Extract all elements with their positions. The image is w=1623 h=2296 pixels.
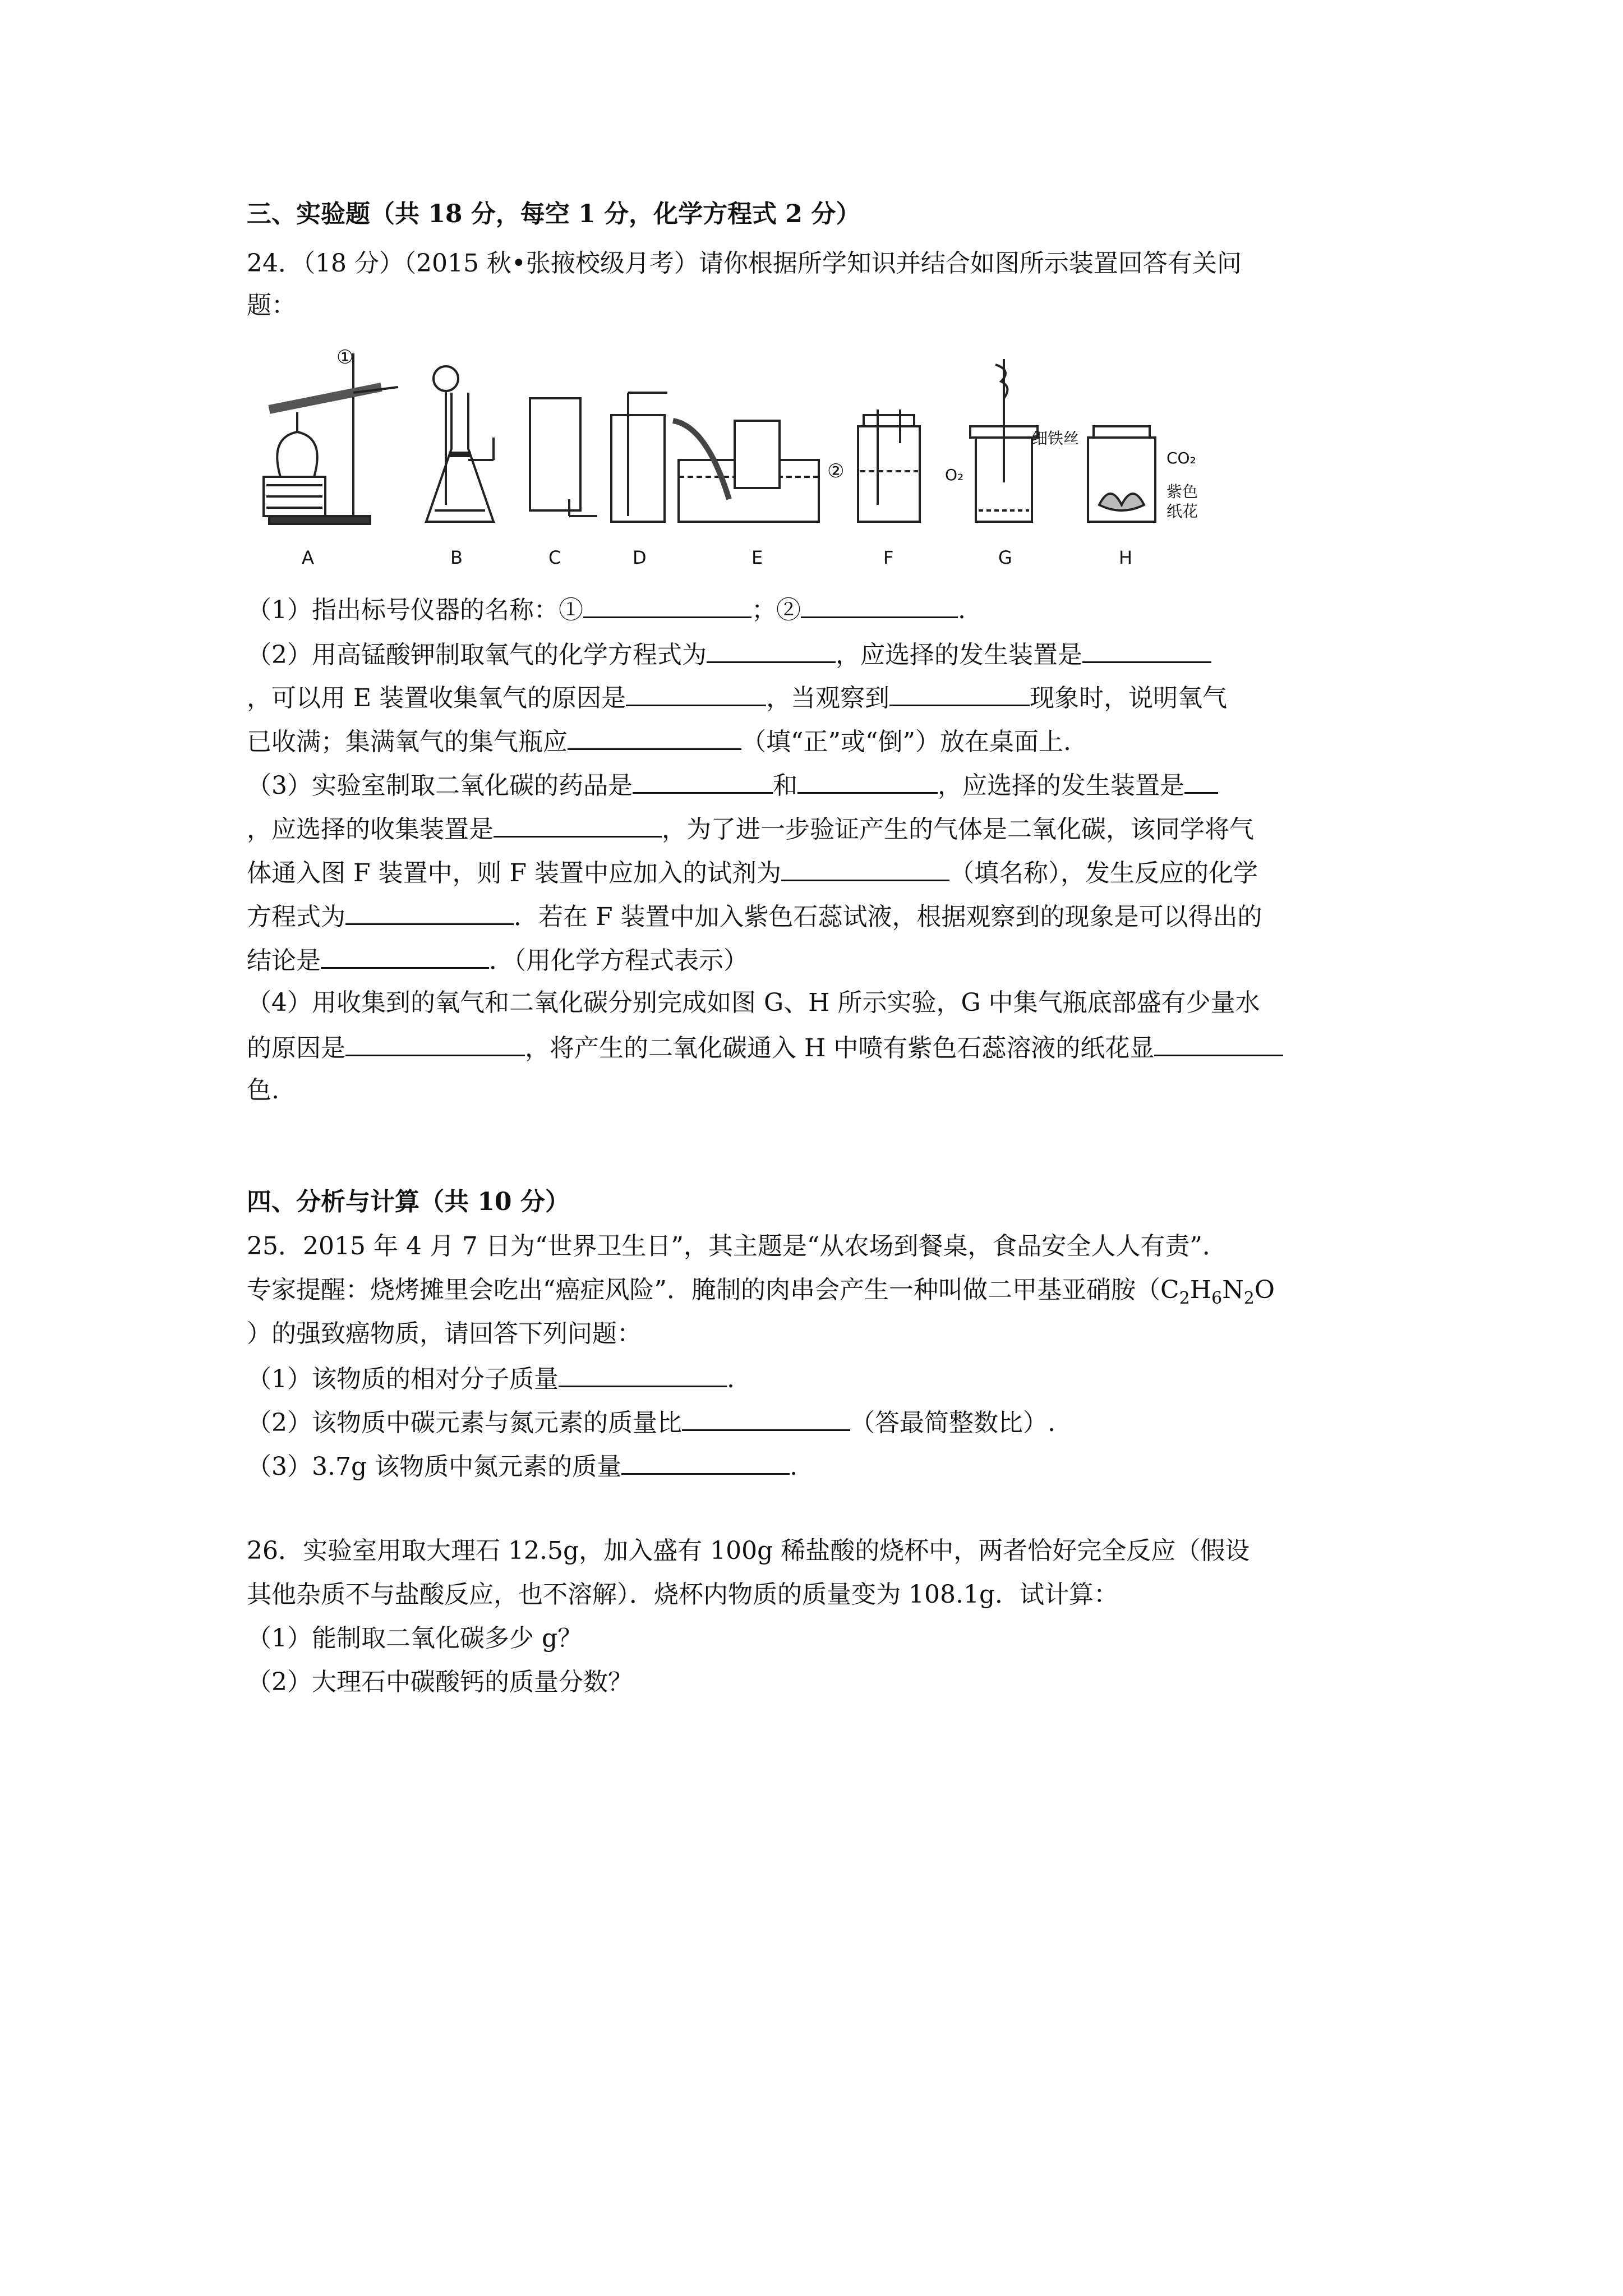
apparatus-g [970, 359, 1038, 522]
q24-part2-line2: ，可以用 E 装置收集氧气的原因是 ，当观察到 现象时，说明氧气 [247, 680, 1391, 715]
q25-part1: （1）该物质的相对分子质量 . [247, 1361, 1391, 1396]
answer-blank[interactable] [797, 767, 938, 794]
o2-label: O₂ [945, 466, 964, 484]
answer-blank[interactable] [633, 767, 773, 794]
marker-2: ② [827, 460, 845, 482]
answer-blank[interactable] [345, 1030, 525, 1056]
q26-line2: 其他杂质不与盐酸反应，也不溶解）．烧杯内物质的质量变为 108.1g．试计算： [247, 1580, 1119, 1609]
q24-part3-line3: 体通入图 F 装置中，则 F 装置中应加入的试剂为 （填名称），发生反应的化学 [247, 855, 1391, 890]
answer-blank[interactable] [1154, 1030, 1283, 1056]
apparatus-f [858, 409, 920, 522]
flower-label-2: 纸花 [1166, 502, 1198, 521]
q25-line3: ）的强致癌物质，请回答下列问题： [247, 1319, 642, 1348]
label-a: A [302, 547, 314, 568]
label-f: F [883, 547, 894, 568]
q24-intro-line2: 题： [247, 291, 296, 320]
answer-blank[interactable] [1184, 767, 1218, 794]
label-d: D [633, 547, 647, 568]
q24-part1: （1）指出标号仪器的名称：① ；② . [247, 592, 1391, 627]
label-g: G [998, 547, 1012, 568]
label-b: B [450, 547, 463, 568]
answer-blank[interactable] [801, 592, 958, 618]
section-3-title: 三、实验题（共 18 分，每空 1 分，化学方程式 2 分） [247, 200, 861, 228]
answer-blank[interactable] [321, 942, 489, 969]
answer-blank[interactable] [707, 637, 836, 663]
q24-part2-line3: 已收满；集满氧气的集气瓶应 （填“正”或“倒”）放在桌面上. [247, 724, 1391, 759]
label-e: E [751, 547, 763, 568]
answer-blank[interactable] [559, 1361, 727, 1387]
apparatus-a [264, 353, 398, 524]
q24-part3-line4: 方程式为 ．若在 F 装置中加入紫色石蕊试液，根据观察到的现象是可以得出的 [247, 899, 1391, 934]
q24-part3-line2: ，应选择的收集装置是 ，为了进一步验证产生的气体是二氧化碳，该同学将气 [247, 811, 1391, 846]
q24-part4-line3: 色. [247, 1076, 279, 1105]
q24-intro-line1: 24．（18 分）（2015 秋•张掖校级月考）请你根据所学知识并结合如图所示装置回答有关问 [247, 249, 1242, 278]
section-4-title: 四、分析与计算（共 10 分） [247, 1188, 570, 1216]
q26-part2: （2）大理石中碳酸钙的质量分数？ [247, 1668, 633, 1696]
answer-blank[interactable] [345, 899, 514, 925]
flower-label-1: 紫色 [1166, 482, 1198, 501]
q24-part4-line1: （4）用收集到的氧气和二氧化碳分别完成如图 G、H 所示实验，G 中集气瓶底部盛有少量水 [247, 988, 1260, 1017]
apparatus-figure [247, 348, 1211, 578]
q26-line1: 26．实验室用取大理石 12.5g，加入盛有 100g 稀盐酸的烧杯中，两者恰好完全反应（假设 [247, 1536, 1250, 1565]
iron-wire-label: 细铁丝 [1032, 429, 1080, 448]
q24-part2-line1: （2）用高锰酸钾制取氧气的化学方程式为 ，应选择的发生装置是 [247, 637, 1391, 672]
apparatus-e [673, 421, 819, 522]
q24-part4-line2: 的原因是 ，将产生的二氧化碳通入 H 中喷有紫色石蕊溶液的纸花显 [247, 1030, 1391, 1065]
apparatus-b [426, 366, 494, 522]
q24-part3-line1: （3）实验室制取二氧化碳的药品是 和 ，应选择的发生装置是 [247, 767, 1391, 803]
apparatus-c [530, 398, 597, 516]
marker-1: ① [336, 346, 354, 369]
answer-blank[interactable] [889, 680, 1030, 706]
q25-line2: 专家提醒：烧烤摊里会吃出“癌症风险”．腌制的肉串会产生一种叫做二甲基亚硝胺（$C_2H_6N_2O$ [247, 1276, 1275, 1308]
answer-blank[interactable] [1082, 637, 1211, 663]
answer-blank[interactable] [781, 855, 949, 881]
apparatus-d [611, 393, 667, 522]
label-h: H [1119, 547, 1133, 568]
q25-part3: （3）3.7g 该物质中氮元素的质量 . [247, 1448, 1391, 1484]
answer-blank[interactable] [583, 592, 751, 618]
answer-blank[interactable] [682, 1405, 850, 1431]
co2-label: CO₂ [1166, 449, 1196, 467]
answer-blank[interactable] [621, 1448, 790, 1475]
label-c: C [548, 547, 561, 568]
q25-line1: 25．2015 年 4 月 7 日为“世界卫生日”，其主题是“从农场到餐桌，食品安全人人有责”． [247, 1232, 1227, 1260]
answer-blank[interactable] [568, 724, 741, 750]
q26-part1: （1）能制取二氧化碳多少 g？ [247, 1624, 583, 1653]
answer-blank[interactable] [494, 811, 662, 838]
apparatus-h [1088, 426, 1155, 522]
q25-part2: （2）该物质中碳元素与氮元素的质量比 （答最简整数比）. [247, 1405, 1391, 1440]
answer-blank[interactable] [626, 680, 766, 706]
q24-part3-line5: 结论是 ．（用化学方程式表示） [247, 942, 1391, 978]
